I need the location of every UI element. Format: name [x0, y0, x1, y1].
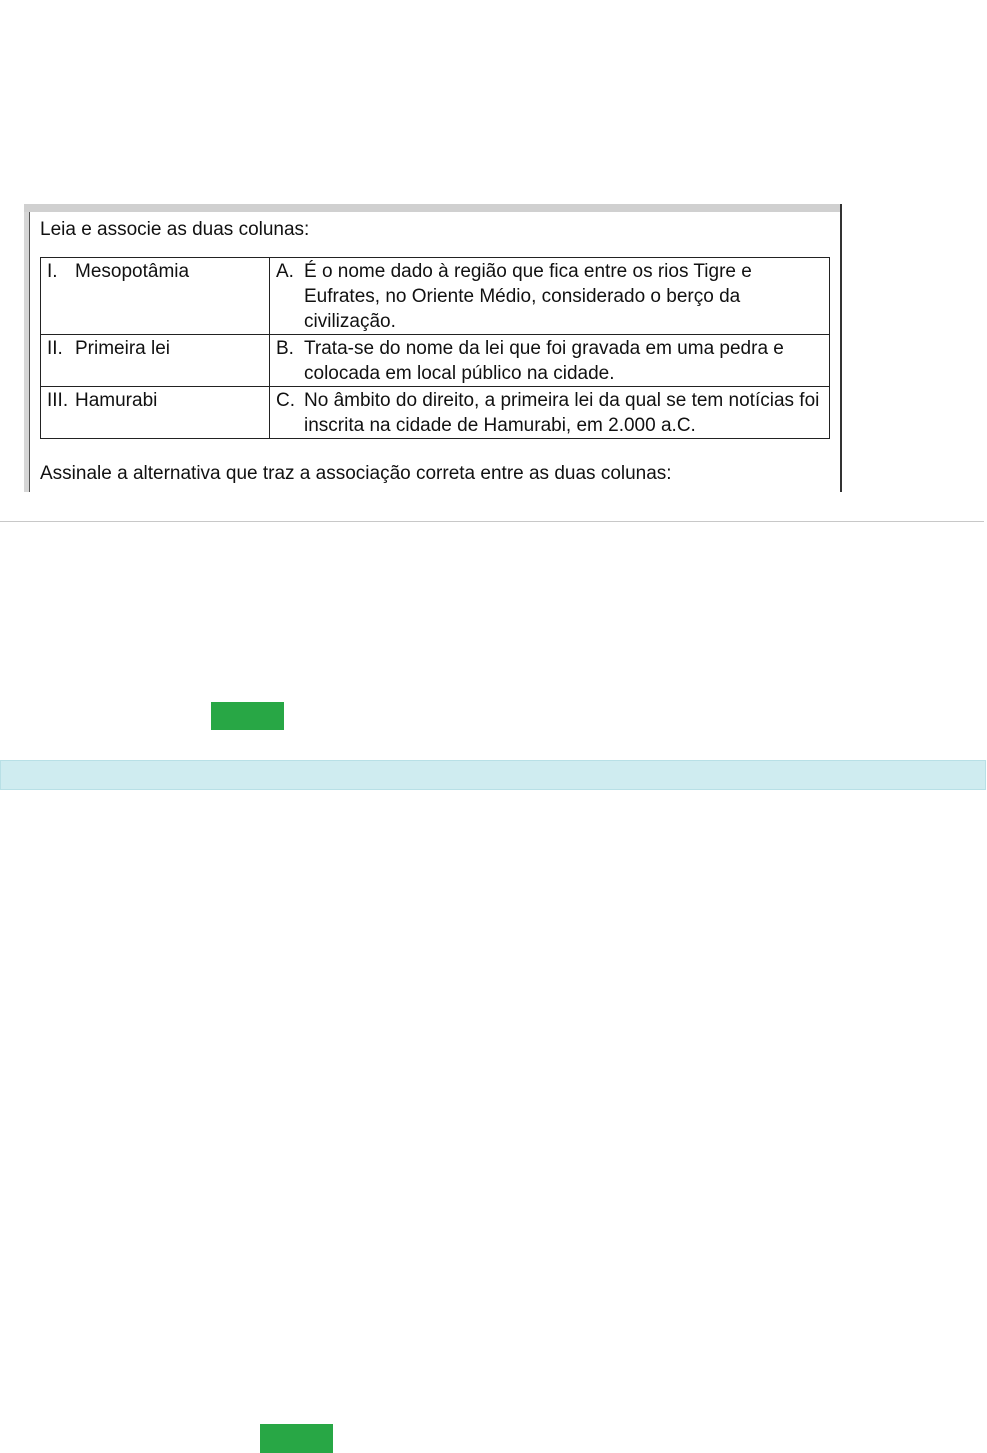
green-action-button-bottom[interactable] [260, 1424, 333, 1453]
section-divider [0, 521, 984, 522]
association-table [40, 257, 830, 439]
right-column-cell [270, 335, 830, 387]
right-column-cell [270, 258, 830, 335]
right-item-text: Trata-se do nome da lei que foi gravada em uma pedra e colocada em local público na cidade. [304, 338, 784, 384]
right-item-letter: C. [276, 390, 295, 411]
left-column-cell [41, 335, 270, 387]
left-item-number: III. [47, 390, 69, 411]
question-instruction: Leia e associe as duas colunas: [40, 219, 310, 240]
right-item-text: É o nome dado à região que fica entre os rios Tigre e Eufrates, no Oriente Médio, considerado o berço da civilização. [304, 261, 752, 332]
table-row [41, 387, 830, 439]
left-item-text: Primeira lei [75, 338, 171, 359]
panel-right-edge [840, 204, 842, 492]
left-item-text: Hamurabi [75, 390, 158, 411]
left-column-cell [41, 387, 270, 439]
question-prompt: Assinale a alternativa que traz a associação correta entre as duas colunas: [40, 463, 672, 484]
right-column-cell [270, 387, 830, 439]
left-item-number: II. [47, 338, 63, 359]
right-item-letter: A. [276, 261, 294, 282]
table-row [41, 258, 830, 335]
right-item-letter: B. [276, 338, 294, 359]
green-action-button[interactable] [211, 702, 284, 730]
table-row [41, 335, 830, 387]
info-alert-bar [0, 760, 986, 790]
question-image [24, 204, 840, 492]
left-column-cell [41, 258, 270, 335]
panel-left-edge [29, 212, 30, 492]
left-item-number: I. [47, 261, 58, 282]
left-item-text: Mesopotâmia [75, 261, 190, 282]
right-item-text: No âmbito do direito, a primeira lei da qual se tem notícias foi inscrita na cidade de Hamurabi, em 2.000 a.C. [304, 390, 820, 436]
